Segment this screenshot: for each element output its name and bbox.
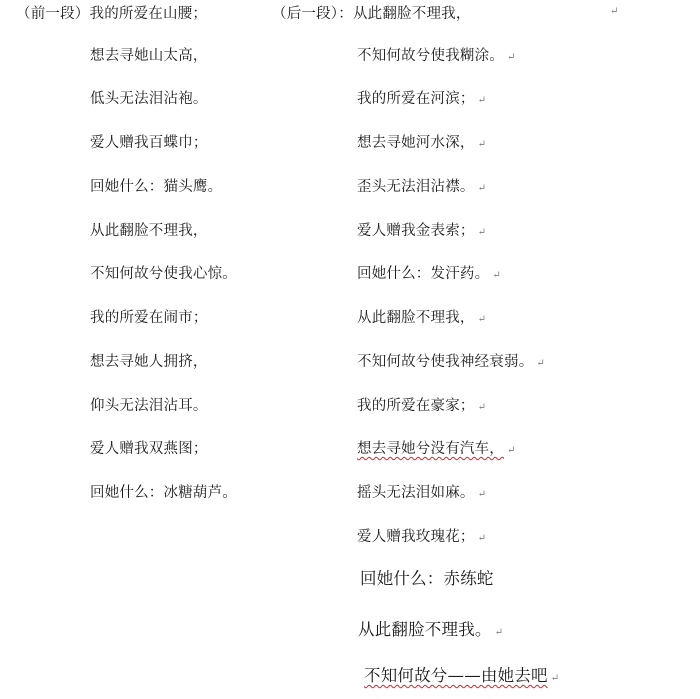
left-line-7: 我的所爱在闹市； xyxy=(90,310,208,326)
right-line-2: 我的所爱在河滨； ↵ xyxy=(357,91,487,107)
left-line-3: 爱人赠我百蝶巾； xyxy=(90,135,208,151)
paragraph-mark: ↵ xyxy=(494,627,504,638)
left-line-2: 低头无法泪沾袍。 xyxy=(90,91,208,107)
left-heading: （前一段）我的所爱在山腰； xyxy=(16,6,208,22)
paragraph-mark: ↵ xyxy=(477,227,487,238)
paragraph-mark: ↵ xyxy=(610,6,619,17)
paragraph-mark: ↵ xyxy=(550,673,560,684)
left-line-4: 回她什么：猫头鹰。 xyxy=(90,179,223,195)
left-line-8: 想去寻她人拥挤， xyxy=(90,354,208,370)
right-line-15: 不知何故兮——由她去吧 ↵ xyxy=(364,666,560,685)
paragraph-mark: ↵ xyxy=(477,489,487,500)
right-line-13: 回她什么：赤练蛇 xyxy=(360,569,494,588)
right-line-14: 从此翻脸不理我。 ↵ xyxy=(358,620,504,639)
right-line-1: 不知何故兮使我糊涂。 ↵ xyxy=(357,48,516,64)
paragraph-mark: ↵ xyxy=(477,95,487,106)
right-line-4: 歪头无法泪沾襟。 ↵ xyxy=(357,179,487,195)
right-line-5: 爱人赠我金表索； ↵ xyxy=(357,223,487,239)
paragraph-mark: ↵ xyxy=(477,314,487,325)
paragraph-mark: ↵ xyxy=(477,533,487,544)
paragraph-mark: ↵ xyxy=(536,358,545,369)
right-line-11: 摇头无法泪如麻。 ↵ xyxy=(357,485,487,501)
right-line-10: 想去寻她兮没有汽车， ↵ xyxy=(357,441,516,457)
right-heading: （后一段）：从此翻脸不理我， xyxy=(272,6,471,22)
right-line-3: 想去寻她河水深， ↵ xyxy=(357,135,487,151)
paragraph-mark: ↵ xyxy=(507,52,516,63)
left-line-1: 想去寻她山太高， xyxy=(90,48,208,64)
right-line-7: 从此翻脸不理我， ↵ xyxy=(357,310,487,326)
paragraph-mark: ↵ xyxy=(477,139,487,150)
paragraph-mark: ↵ xyxy=(477,183,487,194)
left-line-9: 仰头无法泪沾耳。 xyxy=(90,398,208,414)
left-line-6: 不知何故兮使我心惊。 xyxy=(90,266,237,282)
paragraph-mark: ↵ xyxy=(507,445,516,456)
right-line-9: 我的所爱在豪家； ↵ xyxy=(357,398,487,414)
paragraph-mark: ↵ xyxy=(492,270,501,281)
left-line-11: 回她什么：冰糖葫芦。 xyxy=(90,485,237,501)
right-line-12: 爱人赠我玫瑰花； ↵ xyxy=(357,529,487,545)
right-line-8: 不知何故兮使我神经衰弱。 ↵ xyxy=(357,354,545,370)
paragraph-mark: ↵ xyxy=(477,402,487,413)
left-line-10: 爱人赠我双燕图； xyxy=(90,441,208,457)
left-line-5: 从此翻脸不理我， xyxy=(90,223,208,239)
right-line-6: 回她什么：发汗药。 ↵ xyxy=(357,266,501,282)
